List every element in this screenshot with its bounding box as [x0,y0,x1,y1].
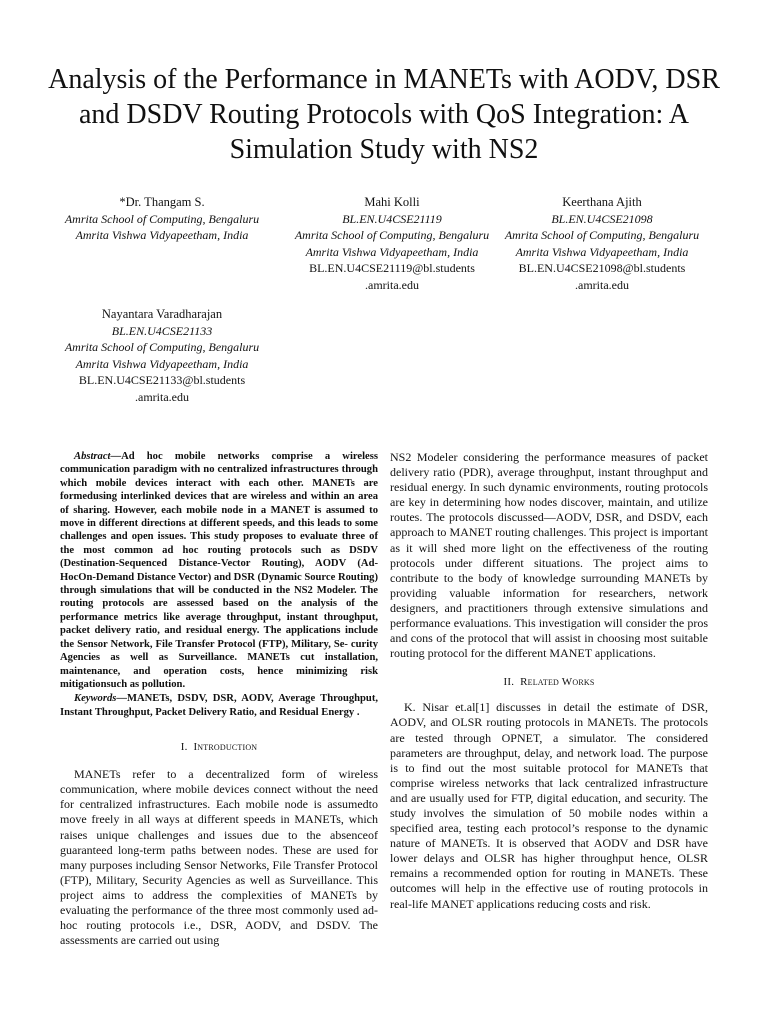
section-numeral: I. [180,741,188,754]
related-works-paragraph: K. Nisar et.al[1] discusses in detail the estimate of DSR, AODV, and OLSR routing protocols in MANETs. The protocols are tested through OPNET, a simulator. The considered parameters are throughput, delay, and network load. The purpose is to find out the most suitable protocol for MANETs that comprise wireless networks that lack centralized infrastructure and are usually used for FTP, digital education, and security. The study involves the simulation of 50 mobile nodes within a specified area, testing each protocol’s response to the dynamic nature of MANETs. It is observed that AODV and DSR have lower delays and OLSR has higher throughput hence, OLSR remains a recommended option for routing in MANETs. These outcomes will help in the effective use of routing protocols in real-life MANET applications reducing costs and risk. [390,700,708,911]
keywords [60,692,378,719]
paper-title: Analysis of the Performance in MANETs with AODV, DSR and DSDV Routing Protocols with QoS Integration: A Simulation Study with NS2 [48,64,720,165]
author-email: BL.EN.U4CSE21133@bl.students [78,373,246,387]
author-affiliation: Amrita School of Computing, Bengaluru [294,228,490,242]
abstract [60,450,378,691]
keywords-dash: — [116,693,127,705]
author-email: .amrita.edu [135,389,189,404]
author-name: Nayantara Varadharajan [101,307,223,321]
author-email: BL.EN.U4CSE21098@bl.students [518,261,686,275]
section-title: Related Works [520,676,595,689]
section-title: Introduction [193,741,258,754]
author-block-2 [284,194,500,293]
keywords-text: MANETs, DSDV, DSR, AODV, Average Throughput, Instant Throughput, Packet Delivery Ratio, and Residual Energy . [60,693,378,718]
author-name: *Dr. Thangam S. [119,195,205,209]
author-affiliation: Amrita School of Computing, Bengaluru [64,211,260,226]
left-column [60,450,378,948]
author-email: BL.EN.U4CSE21119@bl.students [309,261,475,275]
author-affiliation: Amrita Vishwa Vidyapeetham, India [305,244,479,259]
author-email: .amrita.edu [365,277,419,292]
section-heading-related-works [390,676,708,688]
abstract-dash: — [110,451,122,462]
author-affiliation: Amrita Vishwa Vidyapeetham, India [75,356,249,371]
author-id: BL.EN.U4CSE21119 [342,211,442,226]
abstract-text: Ad hoc mobile networks comprise a wireless communication paradigm with no centralized infrastructures through which mobile devices interact with each other. MANETs are formedusing interlinked devices that are wireless and within an area of sharing. However, each mobile node in a MANET is assumed to move in different directions at different speeds, and this leads to some challenges and open issues. This study proposes to evaluate three of the most common ad hoc routing protocols such as DSDV (Destination-Sequenced Distance-Vector Routing), AODV (Ad-HocOn-Demand Distance Vector) and DSR (Dynamic Source Routing) through simulations that will be conducted in the NS2 Modeler. The routing protocols are assessed based on the analysis of the performance metrics like average throughput, instant throughput, packet delivery ratio, and residual energy. The applications include the Sensor Network, File Transfer Protocol (FTP), Military, Se- curity Agencies as well as Surveillance. MANETs cut installation, maintenance, and operation costs, hence minimizing risk mitigationsuch as pollution. [60,451,378,690]
author-block-1 [40,194,284,244]
section-numeral: II. [503,676,515,689]
author-name: Keerthana Ajith [562,195,642,209]
right-column [390,450,708,912]
section-heading-introduction [60,741,378,753]
keywords-label: Keywords [74,693,117,705]
author-id: BL.EN.U4CSE21133 [111,323,213,338]
author-affiliation: Amrita School of Computing, Bengaluru [504,228,700,242]
abstract-label: Abstract [74,451,111,462]
author-affiliation: Amrita Vishwa Vidyapeetham, India [515,244,689,259]
author-block-4 [40,306,284,405]
author-affiliation: Amrita School of Computing, Bengaluru [64,340,260,354]
author-affiliation: Amrita Vishwa Vidyapeetham, India [75,228,249,242]
introduction-paragraph-continued: NS2 Modeler considering the performance measures of packet delivery ratio (PDR), average throughput, instant throughput and residual energy. In such dynamic environments, routing protocols are key in determining how nodes discover, maintain, and utilize routes. The protocols discussed—AODV, DSR, and DSDV, each approach to MANET routing challenges. This project is important as it will shed more light on the effectiveness of the routing protocols under different situations. The project aims to contribute to the body of knowledge surrounding MANETs by providing valuable information for researchers, network designers, and practitioners through extensive simulations and performance evaluations. This investigation will consider the pros and cons of the protocol that will assist in choosing most suitable routing protocol for the different MANET applications. [390,450,708,661]
author-email: .amrita.edu [575,277,629,292]
author-block-3 [500,194,704,293]
author-name: Mahi Kolli [364,195,420,209]
author-id: BL.EN.U4CSE21098 [551,211,653,226]
introduction-paragraph: MANETs refer to a decentralized form of wireless communication, where mobile devices connect without the need for centralized infrastructures. Each mobile node is assumedto move freely in all ways at different speeds in MANETs, which raises unique challenges and issues due to the absenceof guaranteed long-term paths between nodes. These are used for many purposes including Sensor Networks, File Transfer Protocol (FTP), Military, Security Agencies as well as Surveillance. This project aims to address the complexities of MANETs by evaluating the performance of the three most commonly used ad-hoc routing protocols i.e., DSR, AODV, and DSDV. The assessments are carried out using [60,767,378,948]
